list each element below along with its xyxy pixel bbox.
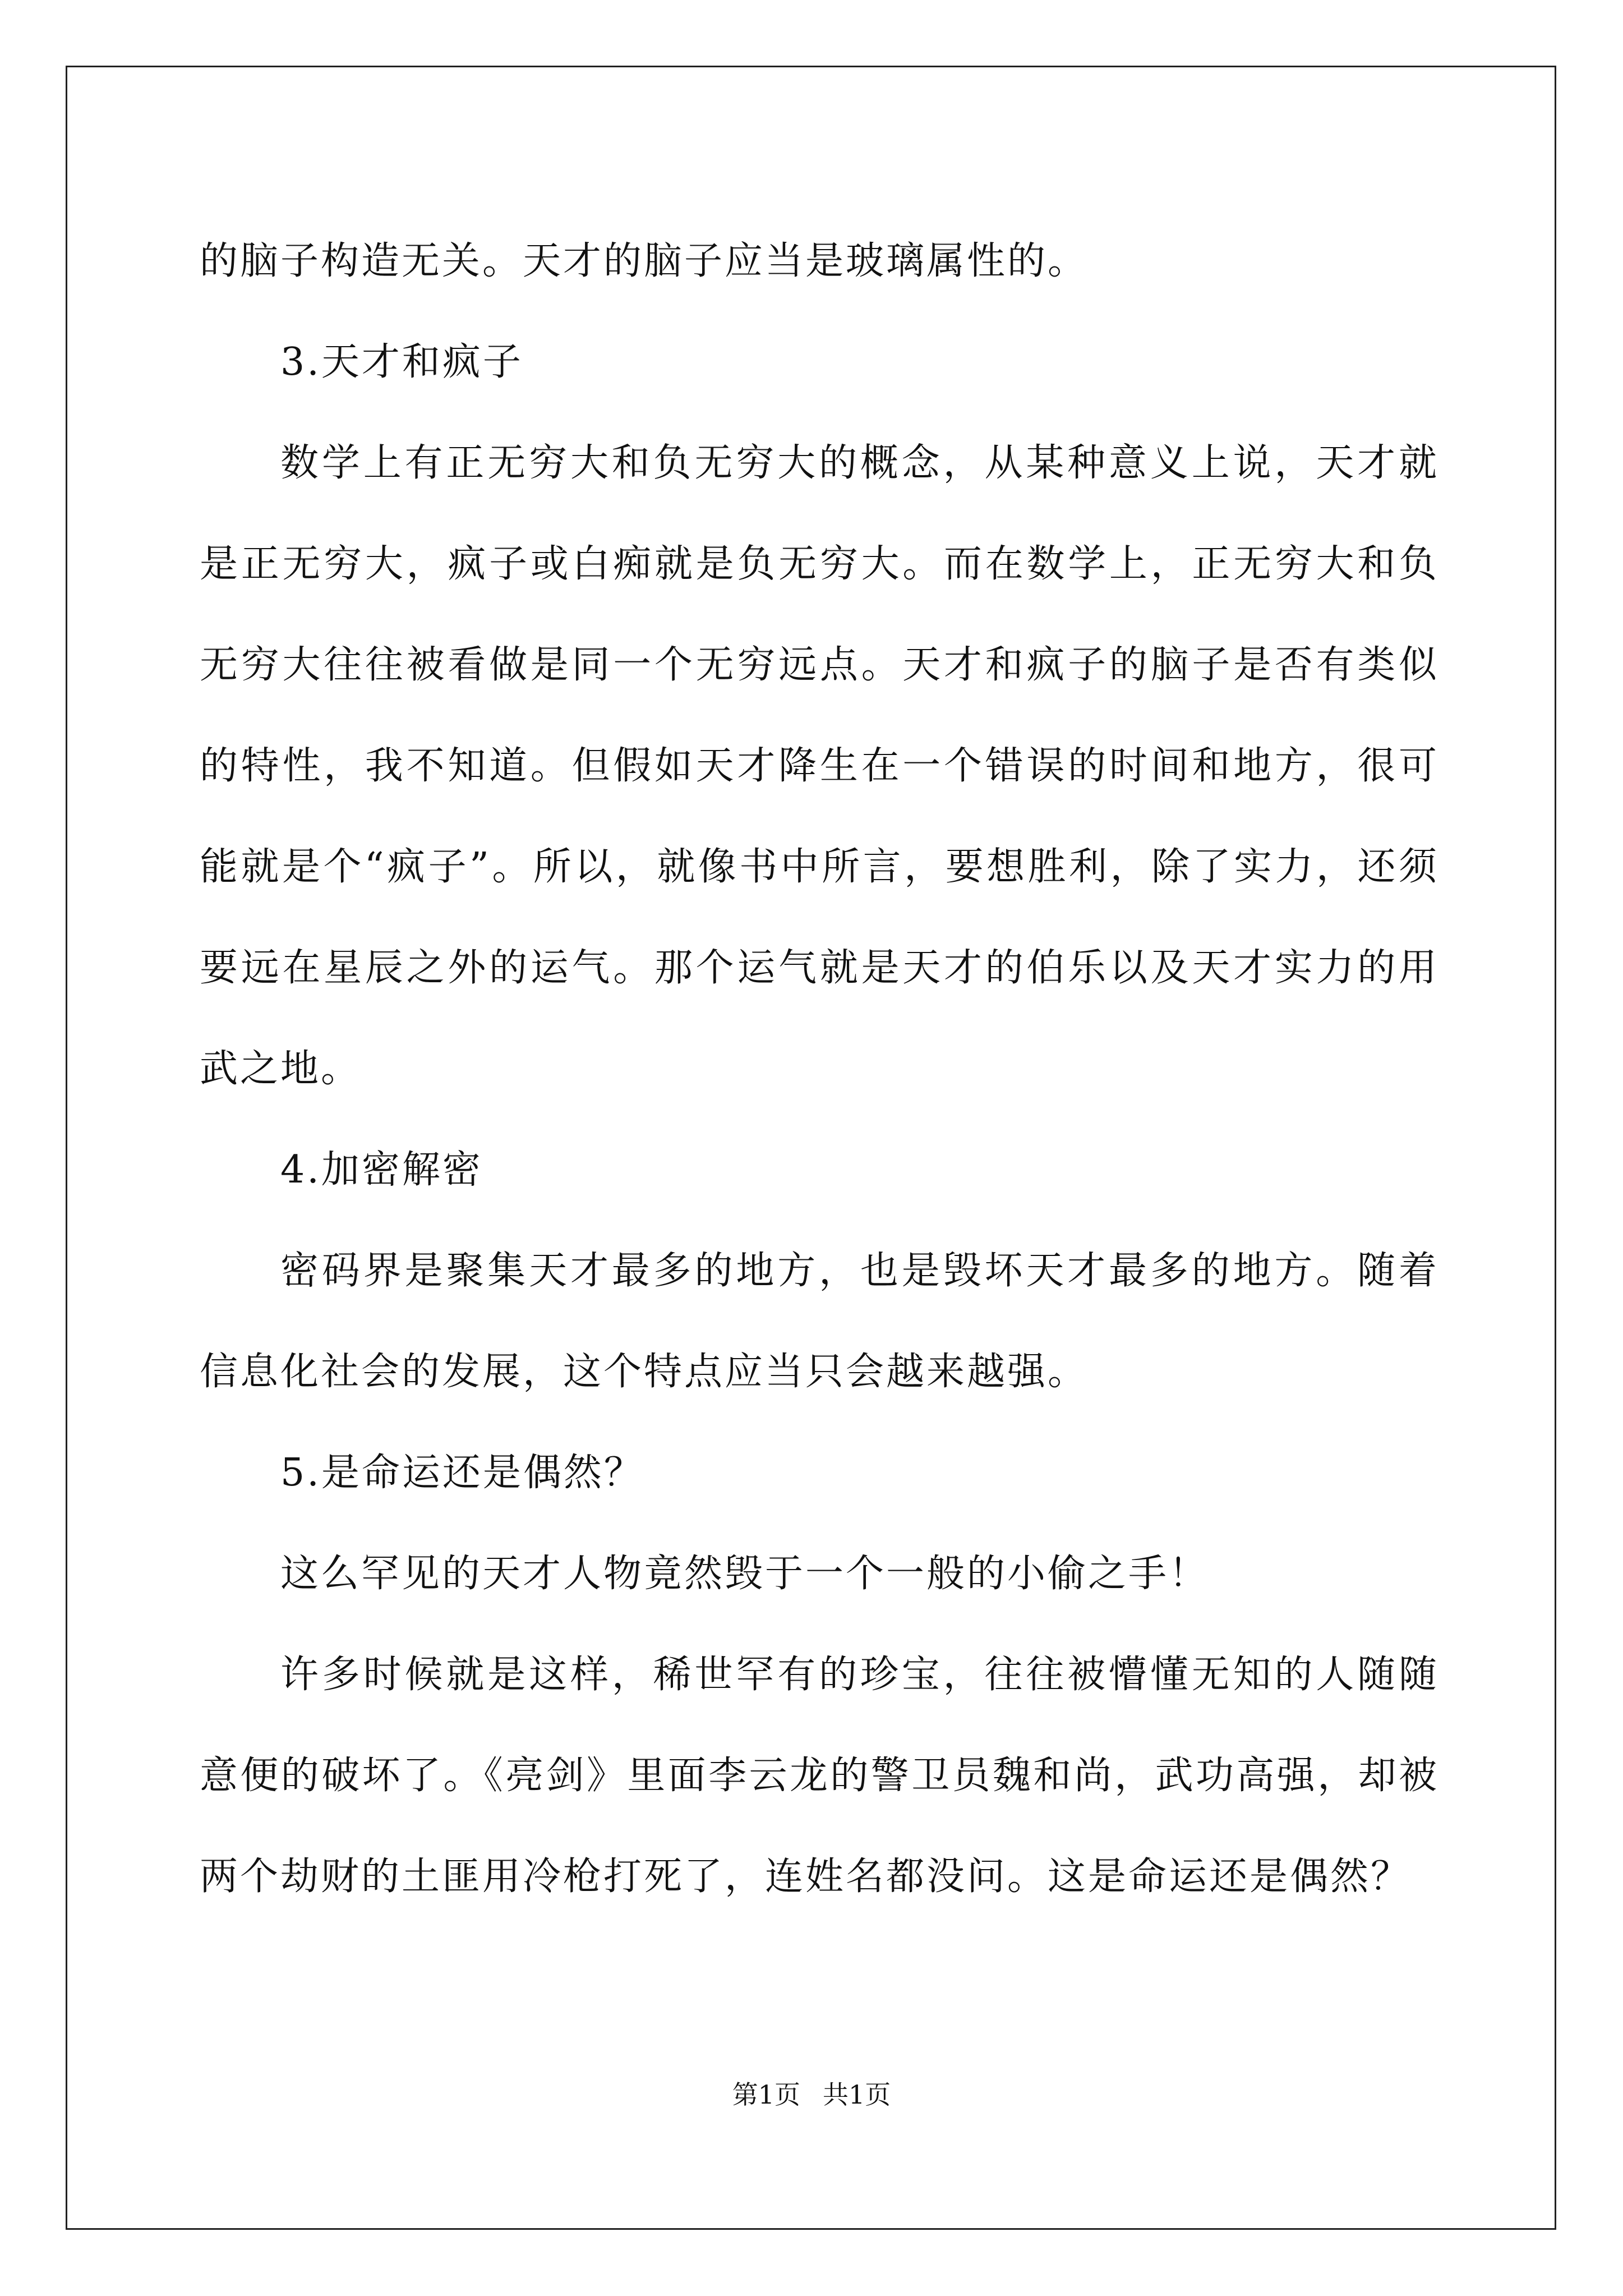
page-number-total: 共1页 bbox=[823, 2079, 891, 2110]
section-heading-4: 4.加密解密 bbox=[280, 1148, 483, 1192]
section-heading-5: 5.是命运还是偶然？ bbox=[280, 1451, 644, 1495]
paragraph-4: 这么罕见的天才人物竟然毁于一个一般的小偷之手！ bbox=[280, 1552, 1210, 1596]
paragraph-3: 密码界是聚集天才最多的地方，也是毁坏天才最多的地方。随着信息化社会的发展，这个特点应当只会越来越强。 bbox=[200, 1249, 1439, 1394]
paragraph-2: 数学上有正无穷大和负无穷大的概念，从某种意义上说，天才就是正无穷大，疯子或白痴就是负无穷大。而在数学上，正无穷大和负无穷大往往被看做是同一个无穷远点。天才和疯子的脑子是否有类似的特性，我不知道。但假如天才降生在一个错误的时间和地方，很可能就是个“疯子”。所以，就像书中所言，要想胜利，除了实力，还须要远在星辰之外的运气。那个运气就是天才的伯乐以及天才实力的用武之地。 bbox=[200, 441, 1439, 1091]
page-footer bbox=[0, 2074, 1623, 2111]
page-number-current: 第1页 bbox=[732, 2079, 800, 2110]
section-heading-3: 3.天才和疯子 bbox=[280, 340, 523, 384]
document-body bbox=[200, 211, 1439, 1927]
paragraph-5: 许多时候就是这样，稀世罕有的珍宝，往往被懵懂无知的人随随意便的破坏了。《亮剑》里面李云龙的警卫员魏和尚，武功高强，却被两个劫财的土匪用冷枪打死了，连姓名都没问。这是命运还是偶然？ bbox=[200, 1653, 1439, 1899]
paragraph-1: 的脑子构造无关。天才的脑子应当是玻璃属性的。 bbox=[200, 239, 1089, 283]
